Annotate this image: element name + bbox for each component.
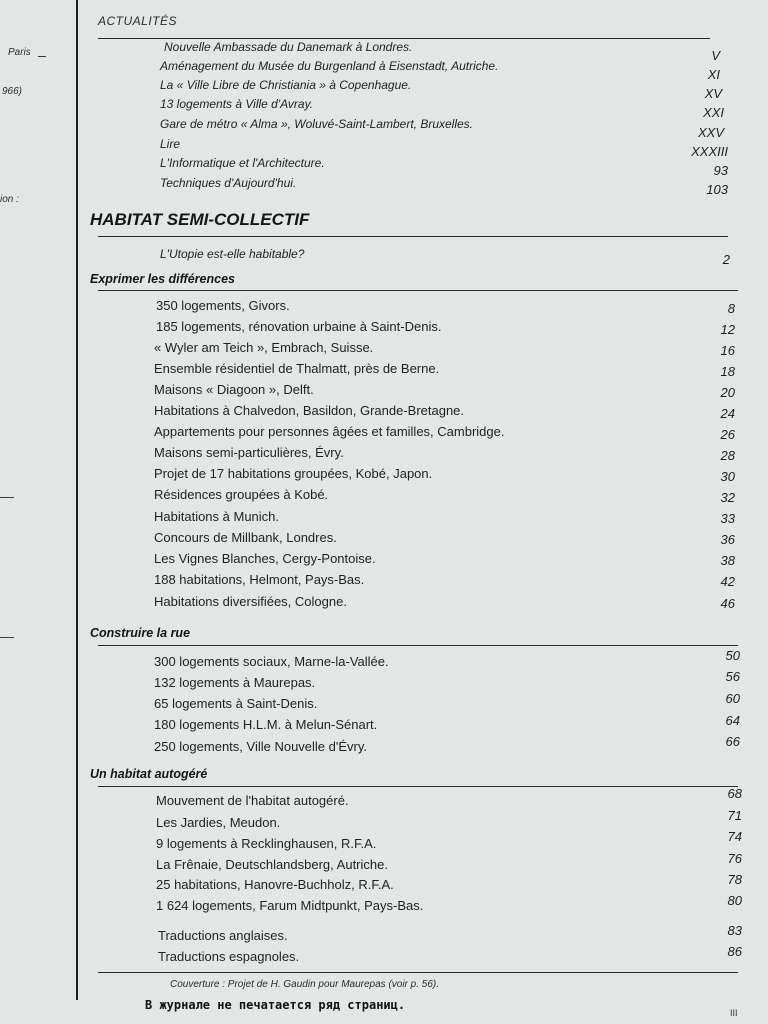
toc-page: 28 bbox=[720, 448, 735, 463]
toc-page: 66 bbox=[725, 734, 740, 749]
toc-entry: 25 habitations, Hanovre-Buchholz, R.F.A. bbox=[156, 877, 394, 892]
toc-entry: 132 logements à Maurepas. bbox=[154, 675, 316, 690]
section-rule bbox=[98, 236, 728, 237]
toc-page: 80 bbox=[727, 893, 742, 908]
section-title-habitat: HABITAT SEMI-COLLECTIF bbox=[90, 210, 310, 229]
toc-entry: Lire bbox=[160, 137, 181, 151]
toc-page: 26 bbox=[720, 427, 735, 442]
toc-page: 30 bbox=[720, 469, 735, 484]
column-rule bbox=[76, 0, 78, 1000]
toc-page: 64 bbox=[725, 713, 740, 728]
toc-entry: Habitations diversifiées, Cologne. bbox=[154, 594, 347, 609]
toc-page: 50 bbox=[725, 648, 740, 663]
toc-page: XV bbox=[704, 86, 722, 101]
toc-page: 83 bbox=[727, 923, 742, 938]
toc-entry: 13 logements à Ville d'Avray. bbox=[160, 97, 314, 111]
cover-note: Couverture : Projet de H. Gaudin pour Maurepas (voir p. 56). bbox=[170, 979, 440, 990]
toc-entry: Nouvelle Ambassade du Danemark à Londres. bbox=[164, 40, 413, 54]
toc-page: 8 bbox=[727, 301, 735, 316]
toc-entry: Ensemble résidentiel de Thalmatt, près de Berne. bbox=[154, 361, 440, 376]
section-title-autogere: Un habitat autogéré bbox=[90, 767, 208, 781]
toc-page: 86 bbox=[727, 944, 742, 959]
toc-entry: 300 logements sociaux, Marne-la-Vallée. bbox=[154, 654, 389, 669]
toc-entry: L'Informatique et l'Architecture. bbox=[160, 156, 325, 170]
toc-entry: La Frênaie, Deutschlandsberg, Autriche. bbox=[156, 857, 388, 872]
section-title-exprimer: Exprimer les différences bbox=[90, 272, 235, 286]
censorship-stamp: В журнале не печатается ряд страниц. bbox=[145, 998, 406, 1012]
toc-entry: Traductions espagnoles. bbox=[158, 949, 300, 964]
toc-entry: L'Utopie est-elle habitable? bbox=[160, 247, 305, 261]
toc-entry: Les Jardies, Meudon. bbox=[156, 815, 281, 830]
toc-page: 16 bbox=[720, 343, 735, 358]
toc-page: 38 bbox=[720, 553, 735, 568]
toc-page: 20 bbox=[720, 385, 735, 400]
section-title-construire: Construire la rue bbox=[90, 626, 191, 640]
toc-entry: 350 logements, Givors. bbox=[156, 298, 290, 313]
margin-text: 966) bbox=[2, 86, 23, 97]
toc-entry: Traductions anglaises. bbox=[158, 928, 288, 943]
toc-page: 60 bbox=[725, 691, 740, 706]
toc-page: V bbox=[711, 48, 720, 63]
section-rule bbox=[98, 38, 710, 39]
toc-entry: Appartements pour personnes âgées et familles, Cambridge. bbox=[154, 424, 505, 439]
toc-page: 76 bbox=[727, 851, 742, 866]
section-title-actualites: ACTUALITÉS bbox=[98, 14, 178, 28]
toc-entry: 1 624 logements, Farum Midtpunkt, Pays-Bas. bbox=[156, 898, 424, 913]
toc-entry: Résidences groupées à Kobé. bbox=[154, 487, 329, 502]
toc-entry: 65 logements à Saint-Denis. bbox=[154, 696, 318, 711]
toc-page: XXV bbox=[697, 125, 724, 140]
footer-rule bbox=[98, 972, 738, 973]
toc-entry: 9 logements à Recklinghausen, R.F.A. bbox=[156, 836, 377, 851]
toc-entry: Projet de 17 habitations groupées, Kobé, Japon. bbox=[154, 466, 433, 481]
toc-entry: Aménagement du Musée du Burgenland à Eisenstadt, Autriche. bbox=[160, 59, 499, 73]
margin-text: ion : bbox=[0, 194, 19, 205]
toc-page: 56 bbox=[725, 669, 740, 684]
toc-page: 18 bbox=[720, 364, 735, 379]
toc-entry: Maisons semi-particulières, Évry. bbox=[154, 445, 344, 460]
toc-page: XI bbox=[707, 67, 720, 82]
toc-page: 2 bbox=[722, 252, 730, 267]
margin-dash bbox=[0, 637, 14, 638]
toc-page: 74 bbox=[727, 829, 742, 844]
toc-entry: 250 logements, Ville Nouvelle d'Évry. bbox=[154, 739, 368, 754]
toc-page: 46 bbox=[720, 596, 735, 611]
toc-entry: 180 logements H.L.M. à Melun-Sénart. bbox=[154, 717, 378, 732]
toc-entry: Mouvement de l'habitat autogéré. bbox=[156, 793, 349, 808]
toc-entry: Les Vignes Blanches, Cergy-Pontoise. bbox=[154, 551, 376, 566]
toc-entry: Gare de métro « Alma », Woluvé-Saint-Lambert, Bruxelles. bbox=[160, 117, 474, 131]
margin-dash bbox=[0, 497, 14, 498]
toc-entry: Habitations à Munich. bbox=[154, 509, 280, 524]
toc-entry: La « Ville Libre de Christiania » à Copenhague. bbox=[160, 78, 412, 92]
toc-entry: « Wyler am Teich », Embrach, Suisse. bbox=[154, 340, 374, 355]
toc-page: 93 bbox=[713, 163, 728, 178]
margin-dash bbox=[38, 56, 46, 57]
toc-page: 103 bbox=[706, 182, 728, 197]
toc-page: 32 bbox=[720, 490, 735, 505]
toc-entry: Maisons « Diagoon », Delft. bbox=[154, 382, 314, 397]
left-margin-fragment bbox=[0, 0, 72, 1024]
toc-page: 12 bbox=[720, 322, 735, 337]
toc-page: 33 bbox=[720, 511, 735, 526]
toc-page: 71 bbox=[727, 808, 742, 823]
toc-page: 42 bbox=[720, 574, 735, 589]
section-rule bbox=[98, 786, 738, 787]
section-rule bbox=[98, 290, 738, 291]
toc-page: 36 bbox=[720, 532, 735, 547]
toc-page: 68 bbox=[727, 786, 742, 801]
toc-entry: Habitations à Chalvedon, Basildon, Grande-Bretagne. bbox=[154, 403, 465, 418]
page-number: III bbox=[730, 1008, 738, 1018]
toc-entry: Concours de Millbank, Londres. bbox=[154, 530, 337, 545]
toc-page: XXI bbox=[703, 105, 724, 120]
section-rule bbox=[98, 645, 738, 646]
toc-entry: 185 logements, rénovation urbaine à Saint-Denis. bbox=[156, 319, 442, 334]
toc-page: XXXIII bbox=[691, 144, 728, 159]
toc-entry: Techniques d'Aujourd'hui. bbox=[160, 176, 297, 190]
toc-entry: 188 habitations, Helmont, Pays-Bas. bbox=[154, 572, 365, 587]
margin-text: Paris bbox=[8, 47, 31, 58]
toc-page: 78 bbox=[727, 872, 742, 887]
toc-page: 24 bbox=[720, 406, 735, 421]
